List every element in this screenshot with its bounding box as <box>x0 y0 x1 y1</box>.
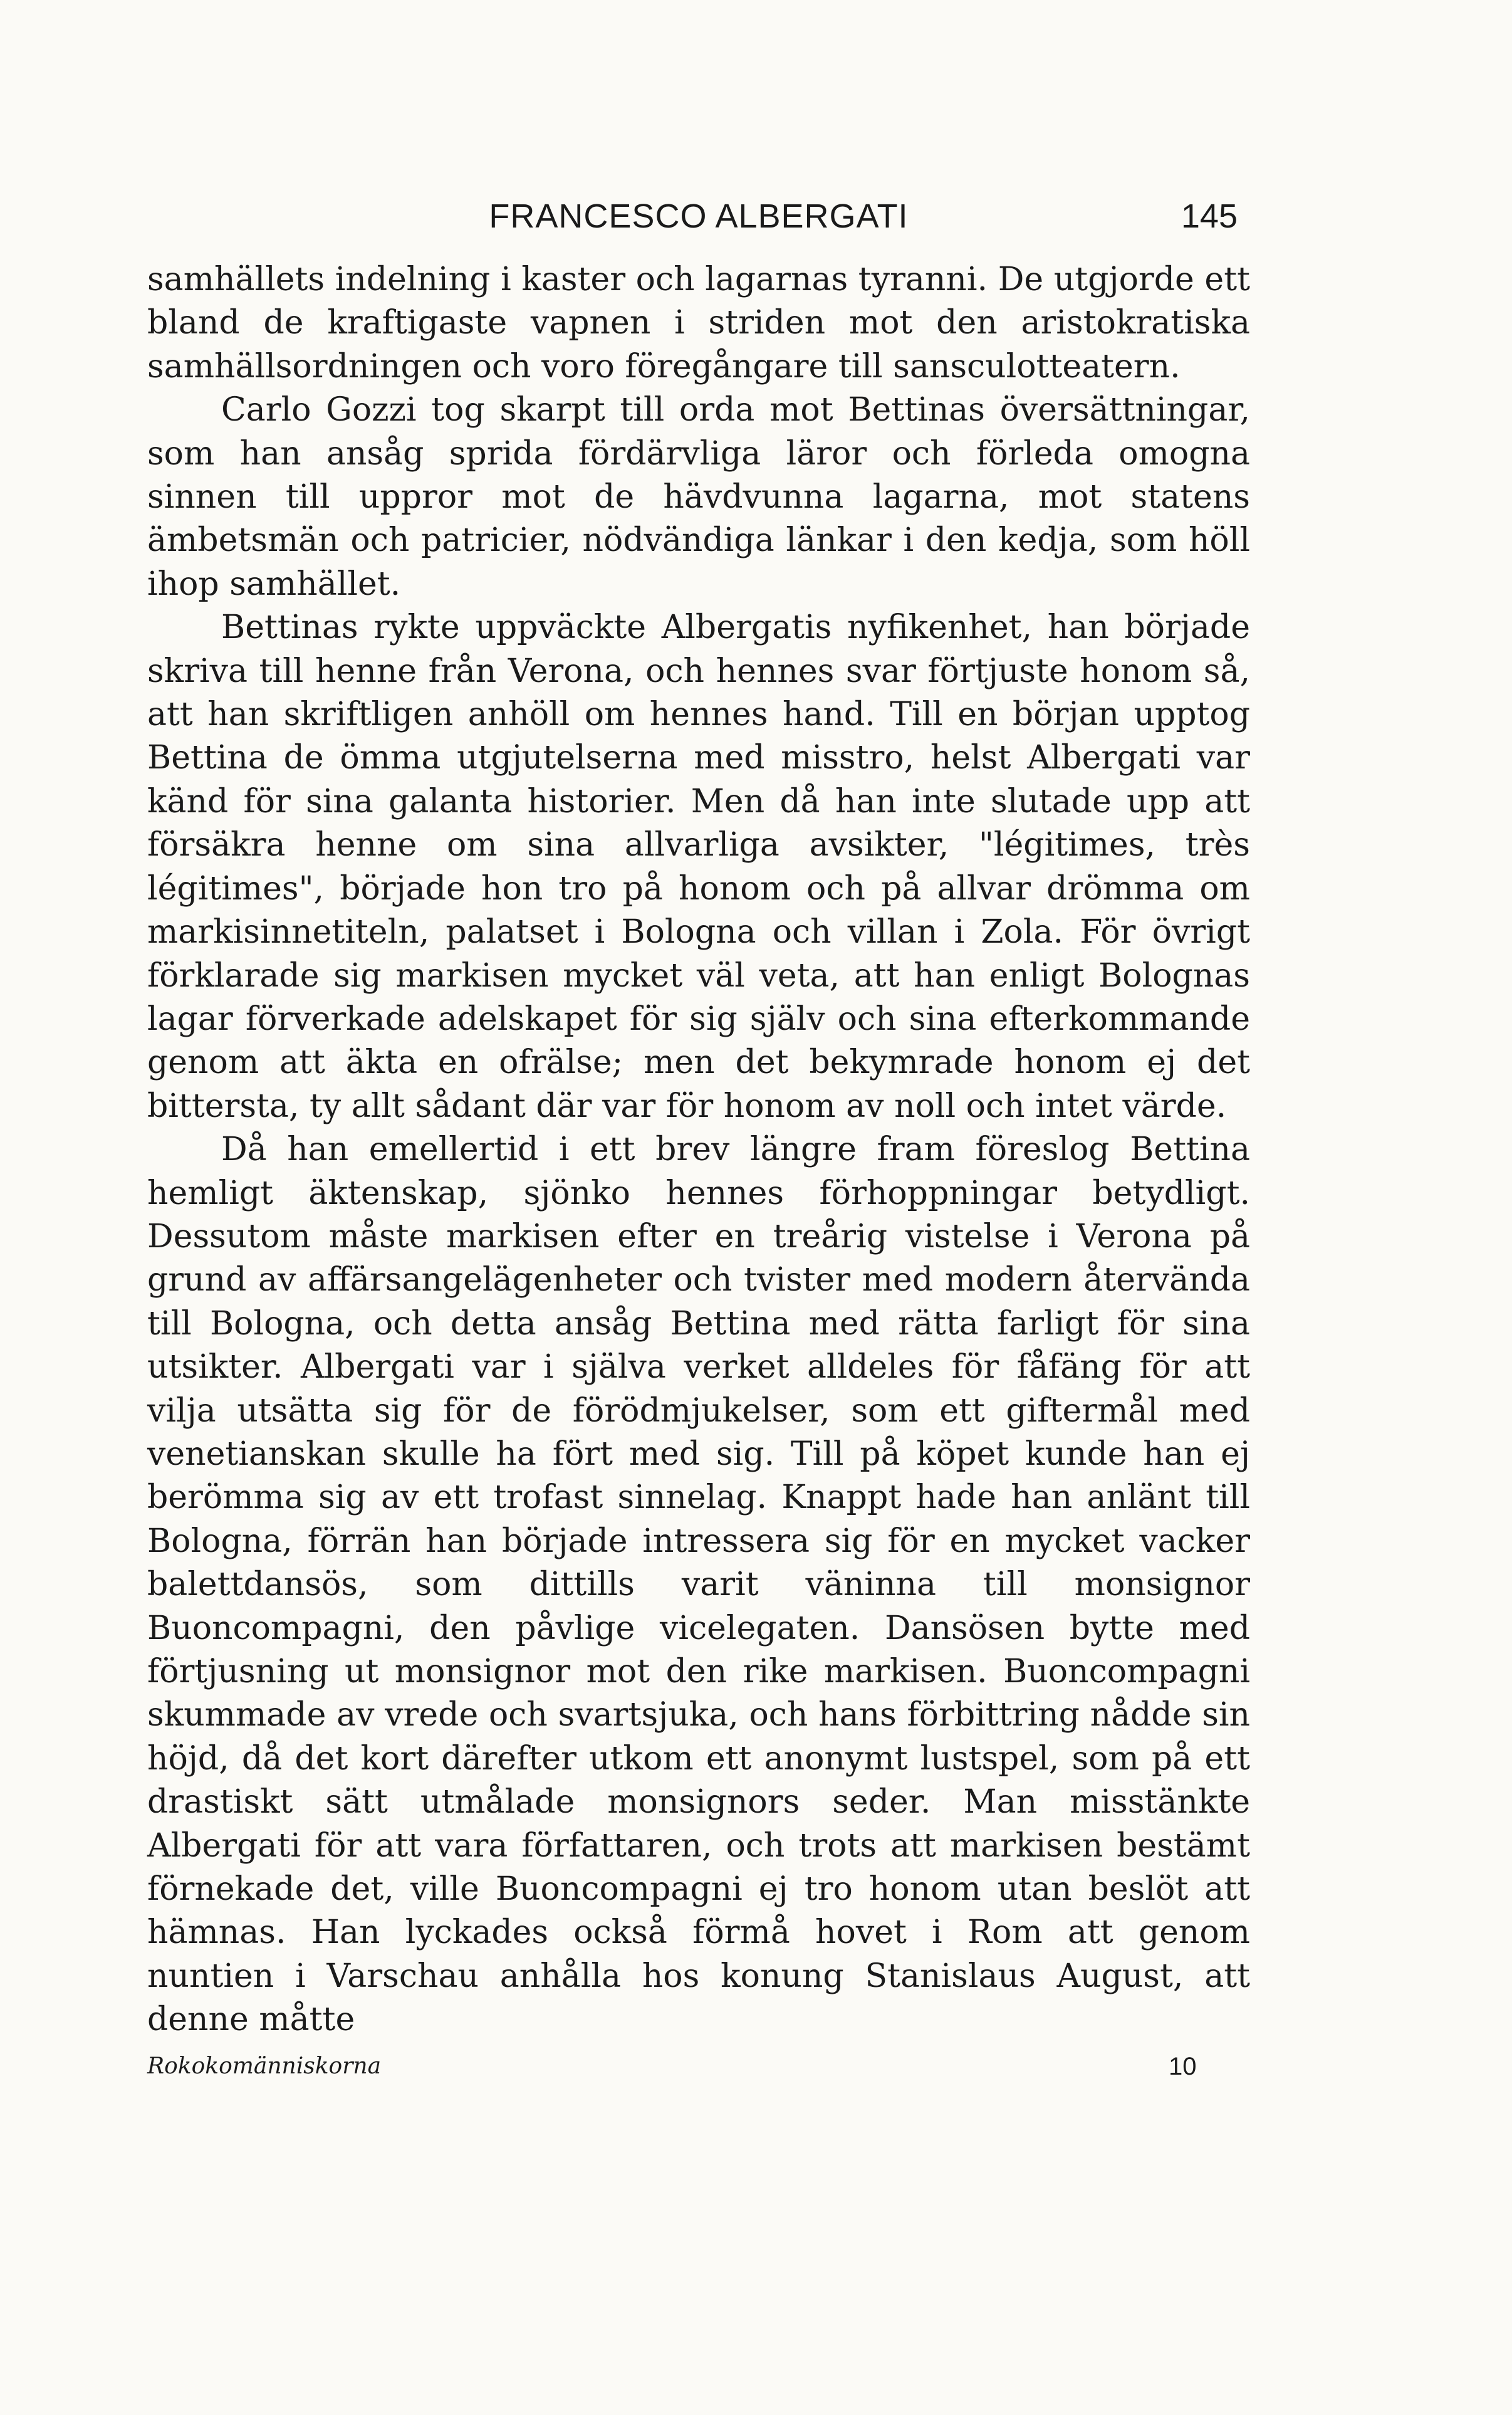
signature-mark: Rokokomänniskorna <box>147 2053 382 2079</box>
sheet-number: 10 <box>1169 2053 1197 2080</box>
paragraph-4: Då han emellertid i ett brev längre fram föreslog Bettina hemligt äktenskap, sjönko hennes förhoppningar betydligt. Dessutom måste markisen efter en treårig vistelse i Verona på grund av affärsangelägenheter och tvister med modern återvända till Bologna, och detta ansåg Bettina med rätta farligt för sina utsikter. Albergati var i själva verket alldeles för fåfäng för att vilja utsätta sig för de förödmjukelser, som ett giftermål med venetianskan skulle ha fört med sig. Till på köpet kunde han ej berömma sig av ett trofast sinnelag. Knappt hade han anlänt till Bologna, förrän han började intressera sig för en mycket vacker balettdansös, som dittills varit väninna till monsignor Buoncompagni, den påvlige vicelegaten. Dansösen bytte med förtjusning ut monsignor mot den rike markisen. Buoncompagni skummade av vrede och svartsjuka, och hans förbittring nådde sin höjd, då det kort därefter utkom ett anonymt lustspel, som på ett drastiskt sätt utmålade monsignors seder. Man misstänkte Albergati för att vara författaren, och trots att markisen bestämt förnekade det, ville Buoncompagni ej tro honom utan beslöt att hämnas. Han lyckades också förmå hovet i Rom att genom nuntien i Varschau anhålla hos konung Stanislaus August, att denne måtte <box>147 1131 1250 2039</box>
paragraph-3: Bettinas rykte uppväckte Albergatis nyfikenhet, han började skriva till henne från Verona, och hennes svar förtjuste honom så, att han skriftligen anhöll om hennes hand. Till en början upptog Bettina de ömma utgjutelserna med misstro, helst Albergati var känd för sina galanta historier. Men då han inte slutade upp att försäkra henne om sina allvarliga avsikter, "légitimes, très légitimes", började hon tro på honom och på allvar drömma om markisinnetiteln, palatset i Bologna och villan i Zola. För övrigt förklarade sig markisen mycket väl veta, att han enligt Bolognas lagar förverkade adelskapet för sig själv och sina efterkommande genom att äkta en ofrälse; men det bekymrade honom ej det bittersta, ty allt sådant där var för honom av noll och intet värde. <box>147 609 1250 1125</box>
paragraph-1: samhällets indelning i kaster och lagarnas tyranni. De utgjorde ett bland de kraftigaste vapnen i striden mot den aristokratiska samhällsordningen och voro föregångare till sansculotteatern. <box>147 261 1250 385</box>
running-head <box>147 191 1250 241</box>
body-text <box>147 258 1250 2042</box>
paragraph-2: Carlo Gozzi tog skarpt till orda mot Bettinas översättningar, som han ansåg sprida fördärvliga läror och förleda omogna sinnen till uppror mot de hävdvunna lagarna, mot statens ämbetsmän och patricier, nödvändiga länkar i den kedja, som höll ihop samhället. <box>147 391 1250 603</box>
page-number: 145 <box>1181 197 1238 235</box>
chapter-title: FRANCESCO ALBERGATI <box>489 197 909 235</box>
page-footer <box>147 2045 1250 2088</box>
